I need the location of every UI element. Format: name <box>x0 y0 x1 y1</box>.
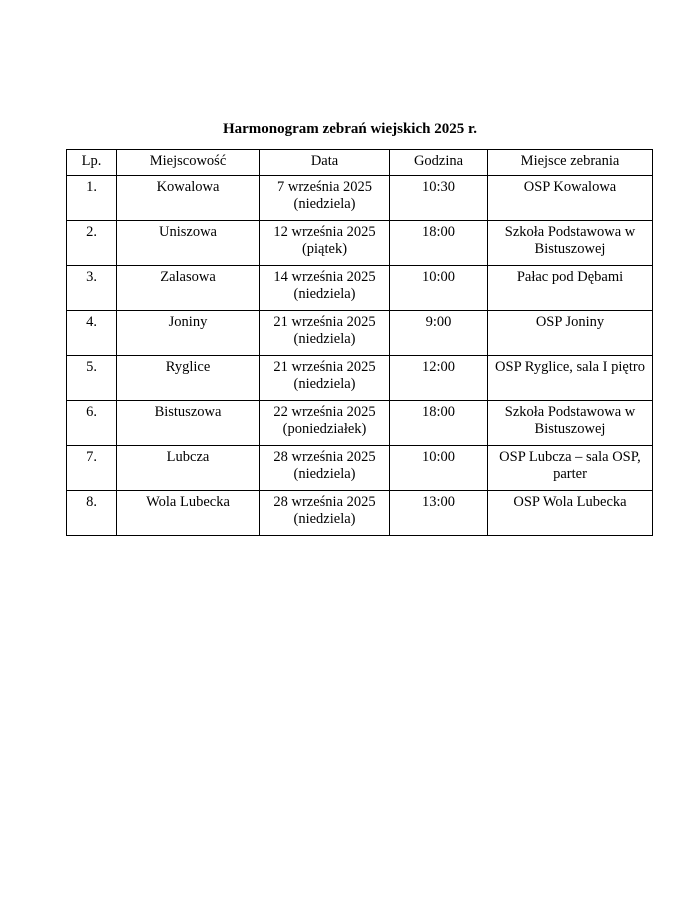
cell-date <box>260 221 390 266</box>
cell-venue: OSP Kowalowa <box>488 176 653 221</box>
cell-time: 18:00 <box>390 221 488 266</box>
cell-lp: 3. <box>67 266 117 311</box>
cell-lp: 6. <box>67 401 117 446</box>
date-text: 12 września 2025 <box>273 224 376 240</box>
cell-date <box>260 311 390 356</box>
cell-time: 18:00 <box>390 401 488 446</box>
header-lp: Lp. <box>67 150 117 176</box>
cell-venue: OSP Lubcza – sala OSP, parter <box>488 446 653 491</box>
cell-lp: 4. <box>67 311 117 356</box>
cell-place: Uniszowa <box>117 221 260 266</box>
cell-place: Ryglice <box>117 356 260 401</box>
cell-date <box>260 401 390 446</box>
weekday-text: (piątek) <box>301 241 348 257</box>
cell-time: 13:00 <box>390 491 488 536</box>
cell-lp: 5. <box>67 356 117 401</box>
cell-lp: 1. <box>67 176 117 221</box>
table-row <box>67 401 653 446</box>
header-time: Godzina <box>390 150 488 176</box>
cell-time: 10:00 <box>390 266 488 311</box>
cell-venue: Szkoła Podstawowa w Bistuszowej <box>488 221 653 266</box>
table-row <box>67 266 653 311</box>
weekday-text: (niedziela) <box>293 331 356 347</box>
cell-lp: 2. <box>67 221 117 266</box>
date-text: 28 września 2025 <box>273 449 376 465</box>
weekday-text: (niedziela) <box>293 466 356 482</box>
cell-date <box>260 491 390 536</box>
table-header-row <box>67 150 653 176</box>
cell-time: 9:00 <box>390 311 488 356</box>
cell-place: Lubcza <box>117 446 260 491</box>
date-text: 21 września 2025 <box>273 359 376 375</box>
cell-venue: Szkoła Podstawowa w Bistuszowej <box>488 401 653 446</box>
date-text: 21 września 2025 <box>273 314 376 330</box>
weekday-text: (niedziela) <box>293 286 356 302</box>
weekday-text: (niedziela) <box>293 511 356 527</box>
header-place: Miejscowość <box>117 150 260 176</box>
header-venue: Miejsce zebrania <box>488 150 653 176</box>
weekday-text: (niedziela) <box>293 196 356 212</box>
cell-place: Zalasowa <box>117 266 260 311</box>
cell-venue: OSP Joniny <box>488 311 653 356</box>
cell-time: 10:30 <box>390 176 488 221</box>
table-row <box>67 176 653 221</box>
cell-venue: Pałac pod Dębami <box>488 266 653 311</box>
cell-date <box>260 356 390 401</box>
cell-date <box>260 446 390 491</box>
cell-venue: OSP Wola Lubecka <box>488 491 653 536</box>
cell-lp: 7. <box>67 446 117 491</box>
cell-place: Bistuszowa <box>117 401 260 446</box>
table-row <box>67 221 653 266</box>
date-text: 28 września 2025 <box>273 494 376 510</box>
table-row <box>67 446 653 491</box>
table-row <box>67 311 653 356</box>
cell-place: Joniny <box>117 311 260 356</box>
date-text: 14 września 2025 <box>273 269 376 285</box>
table-row <box>67 356 653 401</box>
cell-lp: 8. <box>67 491 117 536</box>
weekday-text: (poniedziałek) <box>282 421 367 437</box>
table-row <box>67 491 653 536</box>
cell-time: 10:00 <box>390 446 488 491</box>
meeting-schedule-table <box>66 149 653 536</box>
weekday-text: (niedziela) <box>293 376 356 392</box>
cell-date <box>260 176 390 221</box>
date-text: 22 września 2025 <box>273 404 376 420</box>
cell-place: Kowalowa <box>117 176 260 221</box>
date-text: 7 września 2025 <box>276 179 373 195</box>
cell-venue: OSP Ryglice, sala I piętro <box>488 356 653 401</box>
header-date: Data <box>260 150 390 176</box>
document-title: Harmonogram zebrań wiejskich 2025 r. <box>222 121 477 137</box>
cell-date <box>260 266 390 311</box>
cell-time: 12:00 <box>390 356 488 401</box>
cell-place: Wola Lubecka <box>117 491 260 536</box>
